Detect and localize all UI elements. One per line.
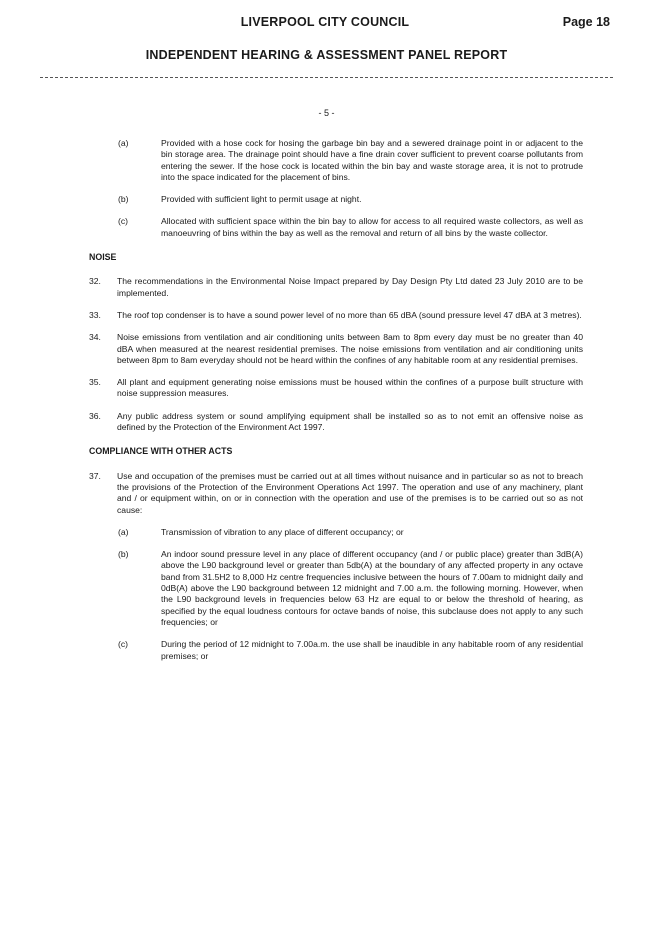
item-number: 33. (89, 309, 101, 320)
list-item (89, 639, 583, 662)
list-item (89, 138, 583, 183)
condition-item (89, 377, 583, 400)
list-item (89, 194, 583, 205)
item-text: During the period of 12 midnight to 7.00a.m. the use shall be inaudible in any habitable room of any residential premises; or (161, 639, 583, 661)
item-text: Noise emissions from ventilation and air conditioning units between 8am to 8pm every day must be no greater than 40 dBA when measured at the nearest residential premises. The noise emissions from ventilation and air conditioning units between 8pm to 8am everyday should not be heard within the confines of any habitable room at any residential premises. (117, 332, 583, 365)
item-label: (c) (118, 216, 129, 227)
item-text: The recommendations in the Environmental Noise Impact prepared by Day Design Pty Ltd dated 23 July 2010 are to be implemented. (117, 276, 583, 298)
item-number: 35. (89, 377, 101, 388)
page-number: - 5 - (318, 108, 335, 118)
item-label: (a) (118, 526, 129, 537)
list-item (89, 549, 583, 628)
item-text: The roof top condenser is to have a sound power level of no more than 65 dBA (sound pressure level 47 dBA at 3 metres). (117, 309, 582, 320)
document-body (89, 138, 583, 662)
item-text: An indoor sound pressure level in any place of different occupancy (and / or public place) greater than 3dB(A) above the L90 background level or greater than 5db(A) at the boundary of any affected property in any octave band from 31.5H2 to 8,000 Hz centre frequencies inclusive between the hours of 7.00am to midnight daily and 0dB(A) above the L90 background between 12 midnight and 7.00 a.m. the following morning. However, when the L90 background levels in frequencies below 63 Hz are equal to or below the threshold of hearing, as specified by the equal loudness contours for octave bands of noise, this subclause does not apply to any such frequencies; or (161, 549, 583, 627)
page-label: Page 18 (562, 15, 610, 29)
item-text: Allocated with sufficient space within the bin bay to allow for access to all required waste collectors, as well as manoeuvring of bins within the bay as well as the removal and return of all bins by the waste collector. (161, 216, 583, 238)
item-number: 36. (89, 410, 101, 421)
report-title: INDEPENDENT HEARING & ASSESSMENT PANEL REPORT (145, 48, 508, 62)
item-label: (b) (118, 194, 129, 205)
section-heading-compliance: COMPLIANCE WITH OTHER ACTS (89, 446, 233, 457)
condition-item (89, 332, 583, 366)
header-divider (40, 77, 613, 78)
section-heading-noise: NOISE (89, 252, 117, 263)
condition-item (89, 276, 583, 299)
item-text: Provided with sufficient light to permit usage at night. (161, 194, 362, 205)
council-title: LIVERPOOL CITY COUNCIL (240, 15, 410, 29)
item-text: Provided with a hose cock for hosing the garbage bin bay and a sewered drainage point in or adjacent to the bin storage area. The drainage point should have a fine drain cover sufficient to prevent coarse pollutants from entering the sewer. If the hose cock is located within the bin bay and waste storage area, it is not to protrude into the space indicated for the placement of bins. (161, 138, 583, 182)
item-text: All plant and equipment generating noise emissions must be housed within the confines of a purpose built structure with noise suppression measures. (117, 377, 583, 399)
condition-item (89, 411, 583, 434)
item-label: (c) (118, 639, 129, 650)
item-text: Transmission of vibration to any place of different occupancy; or (161, 526, 404, 537)
item-number: 32. (89, 276, 101, 287)
item-number: 34. (89, 332, 101, 343)
item-text: Use and occupation of the premises must be carried out at all times without nuisance and in particular so as not to breach the provisions of the Protection of the Environment Operations Act 1997. The operation and use of any machinery, plant and / or equipment within, on or in connection with the operation and use of the premises is to be carried out so as not cause: (117, 470, 583, 515)
list-item (89, 216, 583, 239)
item-text: Any public address system or sound amplifying equipment shall be installed so as to not emit an offensive noise as defined by the Protection of the Environment Act 1997. (117, 410, 583, 433)
item-number: 37. (89, 470, 101, 481)
condition-item (89, 471, 583, 516)
condition-item (89, 310, 583, 321)
item-label: (b) (118, 549, 129, 560)
list-item (89, 527, 583, 538)
item-label: (a) (118, 138, 129, 148)
